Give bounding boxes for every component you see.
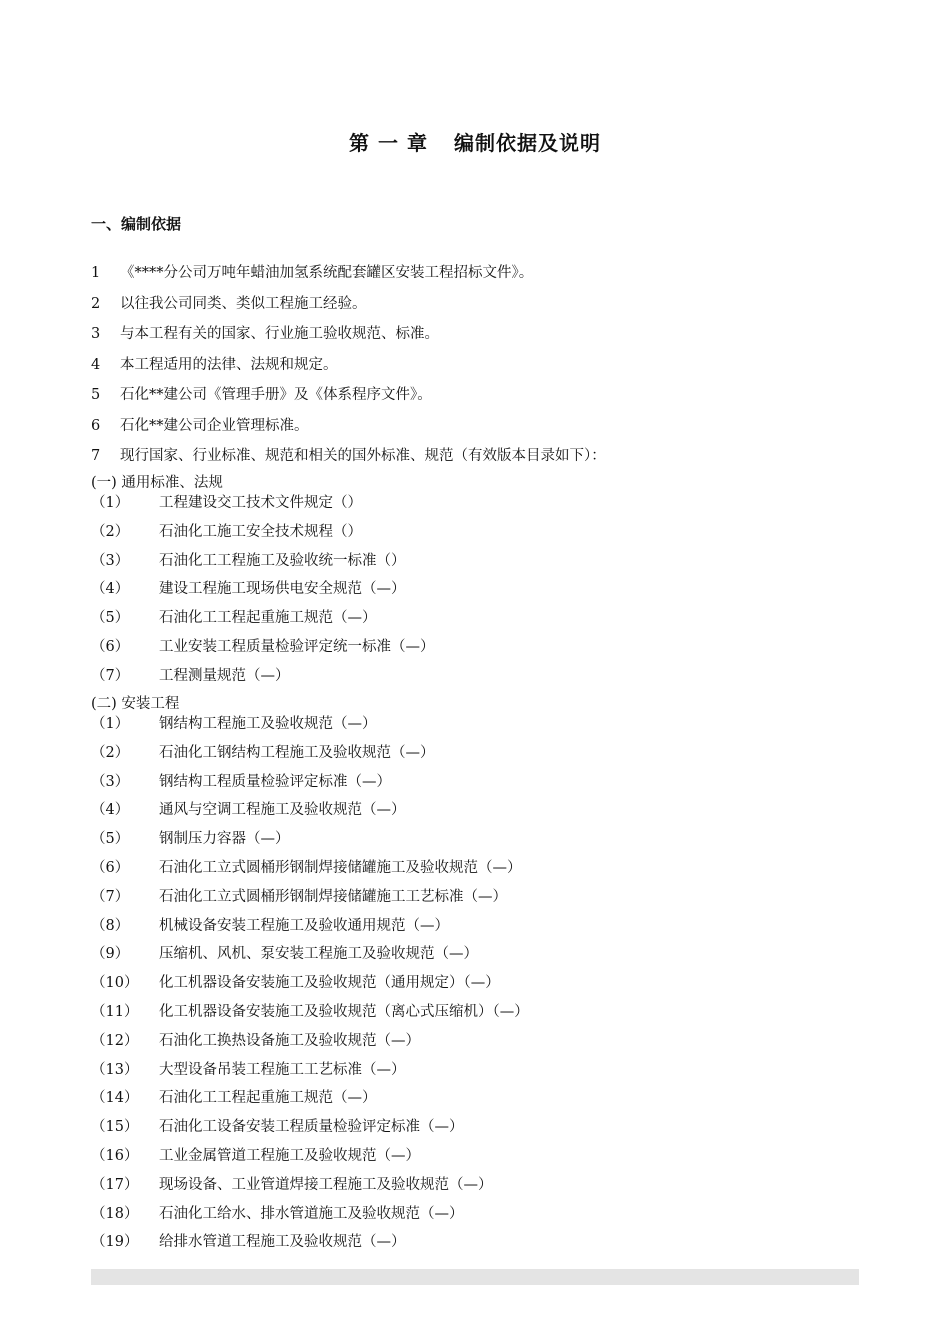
standard-item [91, 1060, 871, 1089]
basis-text: 现行国家、行业标准、规范和相关的国外标准、规范（有效版本目录如下）： [120, 448, 606, 464]
standard-text: 石油化工给水、排水管道施工及验收规范（—） [159, 1205, 464, 1222]
standard-index: （1） [91, 716, 130, 732]
basis-number: 4 [91, 356, 101, 373]
page-footer-bar [91, 1269, 859, 1285]
standard-index: （5） [91, 610, 130, 627]
standard-item [91, 800, 871, 829]
standard-text: 石油化工换热设备施工及验收规范（—） [159, 1032, 420, 1049]
standard-text: 工程测量规范（—） [159, 667, 290, 684]
standard-index: （1） [91, 495, 130, 511]
basis-text: 石化**建公司企业管理标准。 [120, 417, 309, 434]
standard-text: 压缩机、风机、泵安装工程施工及验收规范（—） [159, 946, 478, 963]
standard-index: （5） [91, 831, 130, 848]
standards-group-general [91, 473, 871, 695]
standard-index: （3） [91, 552, 130, 569]
section-heading: 一、编制依据 [91, 215, 182, 233]
standard-index: （7） [91, 667, 130, 684]
standard-item [91, 1146, 871, 1175]
standard-text: 石油化工立式圆桶形钢制焊接储罐施工工艺标准（—） [159, 888, 507, 905]
standard-item [91, 944, 871, 973]
basis-number: 2 [91, 295, 101, 312]
standard-item [91, 887, 871, 916]
standard-index: （4） [91, 581, 130, 598]
standard-text: 石油化工工程施工及验收统一标准（） [159, 552, 406, 569]
standard-text: 石油化工立式圆桶形钢制焊接储罐施工及验收规范（—） [159, 859, 522, 876]
standard-item [91, 772, 871, 801]
standard-text: 石油化工工程起重施工规范（—） [159, 610, 377, 627]
standard-text: 大型设备吊装工程施工工艺标准（—） [159, 1061, 406, 1078]
standard-text: 工程建设交工技术文件规定（） [159, 495, 362, 511]
standard-text: 给排水管道工程施工及验收规范（—） [159, 1234, 406, 1251]
basis-text: 以往我公司同类、类似工程施工经验。 [120, 295, 367, 312]
standard-text: 化工机器设备安装施工及验收规范（离心式压缩机）（—） [159, 1003, 529, 1020]
chapter-name: 编制依据及说明 [453, 131, 601, 155]
standard-index: （11） [91, 1003, 139, 1020]
standard-text: 钢结构工程施工及验收规范（—） [159, 716, 377, 732]
basis-item [91, 446, 871, 477]
standard-index: （6） [91, 638, 130, 655]
standard-index: （19） [91, 1234, 139, 1251]
standard-item [91, 522, 871, 551]
standard-item [91, 1002, 871, 1031]
group-heading: (二) 安装工程 [91, 696, 180, 712]
basis-number: 6 [91, 417, 101, 434]
basis-number: 3 [91, 326, 101, 342]
basis-text: 本工程适用的法律、法规和规定。 [120, 356, 338, 373]
standard-item [91, 743, 871, 772]
standard-text: 石油化工工程起重施工规范（—） [159, 1090, 377, 1107]
standard-text: 建设工程施工现场供电安全规范（—） [159, 581, 406, 598]
standard-item [91, 714, 871, 743]
standard-index: （12） [91, 1032, 139, 1049]
standards-group-installation [91, 694, 871, 1261]
standard-index: （3） [91, 773, 130, 790]
standard-text: 石油化工施工安全技术规程（） [159, 523, 362, 540]
standard-item [91, 1232, 871, 1261]
standard-index: （9） [91, 946, 130, 963]
basis-list [91, 263, 871, 477]
standard-text: 通风与空调工程施工及验收规范（—） [159, 802, 406, 819]
standard-item [91, 1175, 871, 1204]
standard-index: （7） [91, 888, 130, 905]
standard-item [91, 858, 871, 887]
basis-number: 7 [91, 448, 101, 464]
standard-index: （15） [91, 1119, 139, 1136]
standard-item [91, 1031, 871, 1060]
standard-index: （4） [91, 802, 130, 819]
standard-index: （8） [91, 917, 130, 934]
standard-item [91, 973, 871, 1002]
standard-index: （2） [91, 523, 130, 540]
standard-index: （6） [91, 859, 130, 876]
basis-number: 5 [91, 387, 101, 403]
standard-index: （10） [91, 975, 139, 992]
standard-text: 钢制压力容器（—） [159, 831, 290, 848]
standard-text: 现场设备、工业管道焊接工程施工及验收规范（—） [159, 1176, 493, 1193]
chapter-title [0, 127, 950, 156]
standard-index: （14） [91, 1090, 139, 1107]
standard-text: 钢结构工程质量检验评定标准（—） [159, 773, 391, 790]
basis-text: 《****分公司万吨年蜡油加氢系统配套罐区安装工程招标文件》。 [120, 265, 534, 281]
standard-text: 机械设备安装工程施工及验收通用规范（—） [159, 917, 449, 934]
chapter-label: 第 一 章 [349, 131, 428, 155]
standard-text: 石油化工钢结构工程施工及验收规范（—） [159, 744, 435, 761]
basis-item [91, 263, 871, 294]
standard-text: 化工机器设备安装施工及验收规范（通用规定）（—） [159, 975, 500, 992]
standard-item [91, 829, 871, 858]
standard-item [91, 579, 871, 608]
group-heading: (一) 通用标准、法规 [91, 475, 223, 491]
standard-index: （18） [91, 1205, 139, 1222]
standard-item [91, 1088, 871, 1117]
standard-text: 工业安装工程质量检验评定统一标准（—） [159, 638, 435, 655]
basis-item [91, 324, 871, 355]
standard-index: （2） [91, 744, 130, 761]
standard-item [91, 551, 871, 580]
standard-text: 工业金属管道工程施工及验收规范（—） [159, 1147, 420, 1164]
basis-item [91, 294, 871, 325]
standard-item [91, 1117, 871, 1146]
standard-item [91, 916, 871, 945]
standard-index: （17） [91, 1176, 139, 1193]
standard-text: 石油化工设备安装工程质量检验评定标准（—） [159, 1119, 464, 1136]
basis-number: 1 [91, 265, 101, 281]
standard-item [91, 666, 871, 695]
basis-item [91, 416, 871, 447]
standard-item [91, 608, 871, 637]
basis-item [91, 385, 871, 416]
standard-item [91, 637, 871, 666]
standard-index: （16） [91, 1147, 139, 1164]
standard-index: （13） [91, 1061, 139, 1078]
standard-item [91, 493, 871, 522]
standard-item [91, 1204, 871, 1233]
basis-text: 石化**建公司《管理手册》及《体系程序文件》。 [120, 387, 432, 403]
basis-item [91, 355, 871, 386]
basis-text: 与本工程有关的国家、行业施工验收规范、标准。 [120, 326, 439, 342]
